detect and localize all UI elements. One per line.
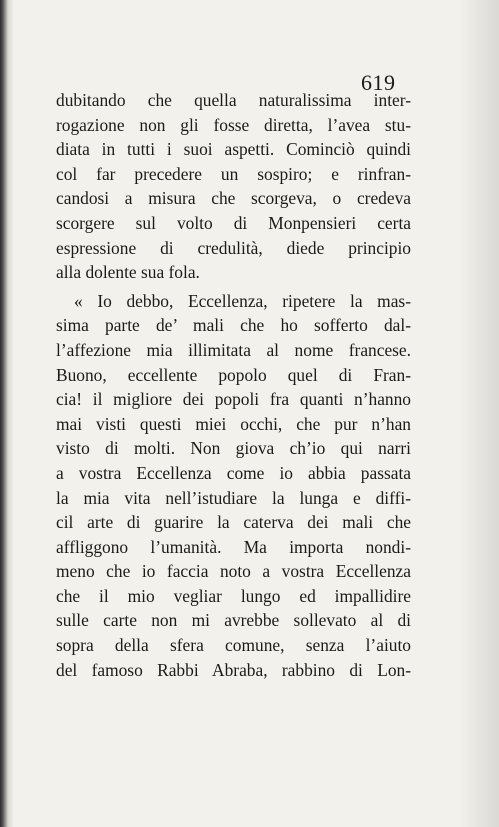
text-line: Buono, eccellente popolo quel di Fran- <box>56 364 411 385</box>
text-line: alla dolente sua fola. <box>56 262 200 283</box>
text-line: cil arte di guarire la caterva dei mali che <box>56 512 411 533</box>
page-shadow <box>459 0 499 827</box>
text-line: meno che io faccia noto a vostra Eccellenza <box>56 561 411 582</box>
text-line: a vostra Eccellenza come io abbia passata <box>56 462 411 483</box>
text-line: sulle carte non mi avrebbe sollevato al di <box>56 610 411 631</box>
text-line: affliggono l’umanità. Ma importa nondi- <box>56 536 411 557</box>
text-line: dubitando che quella naturalissima inter- <box>56 90 411 110</box>
paragraph-2 <box>56 289 411 683</box>
text-line: « Io debbo, Eccellenza, ripetere la mas- <box>74 290 411 311</box>
page-number: 619 <box>361 70 396 95</box>
paragraph-1 <box>56 88 411 285</box>
text-line: mai visti questi miei occhi, che pur n’han <box>56 413 411 434</box>
body-text <box>56 88 411 682</box>
text-line: del famoso Rabbi Abraba, rabbino di Lon- <box>56 659 411 680</box>
text-line: col far precedere un sospiro; e rinfran- <box>56 163 411 184</box>
page-binding-edge <box>0 0 14 827</box>
text-line: la mia vita nell’istudiare la lunga e diffi- <box>56 487 411 508</box>
text-line: l’affezione mia illimitata al nome francese. <box>56 339 411 360</box>
text-line: espressione di credulità, diede principio <box>56 237 411 258</box>
text-line: scorgere sul volto di Monpensieri certa <box>56 212 411 233</box>
text-line: sopra della sfera comune, senza l’aiuto <box>56 635 411 656</box>
text-line: diata in tutti i suoi aspetti. Cominciò quindi <box>56 139 411 160</box>
text-line: che il mio vegliar lungo ed impallidire <box>56 585 411 606</box>
text-line: candosi a misura che scorgeva, o credeva <box>56 188 411 209</box>
text-line: rogazione non gli fosse diretta, l’avea stu- <box>56 114 411 135</box>
text-line: cia! il migliore dei popoli fra quanti n’hanno <box>56 389 411 410</box>
text-line: sima parte de’ mali che ho sofferto dal- <box>56 315 411 336</box>
text-line: visto di molti. Non giova ch’io qui narri <box>56 438 411 459</box>
